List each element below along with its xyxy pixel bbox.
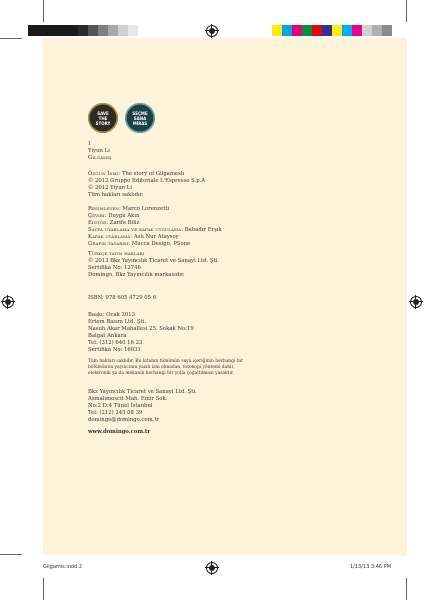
color-swatch bbox=[78, 25, 88, 36]
rights-block bbox=[88, 251, 219, 279]
value: Domingo, Bkz Yayıncılık markasıdır. bbox=[88, 272, 185, 279]
color-swatch bbox=[88, 25, 98, 36]
text-line bbox=[88, 241, 222, 248]
value: © 2012 Yiyun Li bbox=[88, 185, 132, 192]
printing-block bbox=[88, 312, 194, 355]
crop-mark bbox=[43, 578, 44, 600]
label: Sayfa uyarlama ve kapak uygulama: bbox=[88, 227, 184, 234]
text-line: Tel: (312) 640 16 23 bbox=[88, 340, 143, 347]
text-line bbox=[88, 192, 205, 199]
book-info bbox=[88, 141, 112, 162]
text-line: Sertifika No: 16031 bbox=[88, 347, 141, 354]
publisher-address-block bbox=[88, 389, 197, 424]
label: Türkçe yayın hakları bbox=[88, 251, 145, 257]
color-swatch bbox=[282, 25, 292, 36]
value: © 2012 Gruppo Editoriale L'Espresso S.p.A bbox=[88, 178, 206, 185]
value: Mucca Design, PSone bbox=[130, 241, 191, 248]
author-name: Yiyun Li bbox=[88, 148, 110, 155]
color-swatch bbox=[108, 25, 118, 36]
text-line: Balgat Ankara bbox=[88, 333, 127, 340]
color-swatch bbox=[332, 25, 342, 36]
color-swatch bbox=[128, 25, 138, 36]
value: © 2013 Bkz Yayıncılık Ticaret ve Sanayi Ltd. Şti. bbox=[88, 258, 219, 265]
value: Marco Lorenzetti bbox=[120, 206, 170, 212]
text-line bbox=[88, 227, 222, 234]
color-swatch bbox=[48, 25, 58, 36]
text-line: Baskı: Ocak 2013 bbox=[88, 312, 135, 318]
color-swatch bbox=[352, 25, 362, 36]
text-line: Bkz Yayıncılık Ticaret ve Sanayi Ltd. Şti. bbox=[88, 389, 197, 395]
text-line bbox=[88, 265, 219, 272]
color-swatch bbox=[362, 25, 372, 36]
text-line: Tel: (212) 245 08 39 bbox=[88, 410, 143, 417]
credits-block bbox=[88, 206, 222, 249]
original-title-block bbox=[88, 171, 205, 199]
label: Editör: bbox=[88, 220, 109, 227]
text-line bbox=[88, 213, 222, 220]
crop-mark bbox=[43, 0, 44, 22]
color-swatch bbox=[292, 25, 302, 36]
text-line: No:2 D:4 Tünel İstanbul bbox=[88, 403, 153, 410]
registration-mark-top-icon bbox=[206, 25, 218, 37]
text-line: Asmalımescit Mah. Emir Sok. bbox=[88, 396, 168, 403]
file-name: Gilgamis.indd 2 bbox=[43, 564, 83, 570]
text-line: bölümünün yayıncının yazılı izni olmadan, fotokopi yöntemi dahil, bbox=[88, 365, 235, 370]
text-line: elektronik ya da mekanik herhangi bir yolla çoğaltılması yasaktır. bbox=[88, 371, 234, 376]
color-swatch bbox=[98, 25, 108, 36]
publisher-logos bbox=[88, 103, 155, 133]
isbn: ISBN: 978 605 4729 05 6 bbox=[88, 295, 157, 301]
print-date: 1/13/13 3:46 PM bbox=[350, 564, 392, 570]
color-swatch bbox=[312, 25, 322, 36]
registration-mark-right-icon bbox=[410, 296, 422, 308]
value: Bahadır Erşık bbox=[183, 227, 222, 234]
text-line bbox=[88, 258, 219, 265]
text-line bbox=[88, 234, 222, 241]
text-line: Nasuh Akar Mahallesi 25. Sokak No:19 bbox=[88, 326, 194, 333]
label: Özgün İsmi: bbox=[88, 171, 121, 177]
text-line: Ertem Basım Ltd. Şti. bbox=[88, 319, 147, 326]
book-title: Gılgamış bbox=[88, 155, 112, 162]
series-logo: SEÇME SANA MİRAS bbox=[125, 103, 155, 133]
registration-mark-bottom-icon bbox=[206, 562, 218, 574]
value: Duygu Akın bbox=[106, 213, 140, 220]
color-swatch bbox=[58, 25, 68, 36]
text-line: domingo@domingo.com.tr bbox=[88, 417, 159, 424]
color-swatch bbox=[118, 25, 128, 36]
color-swatch bbox=[272, 25, 282, 36]
label: Grafik tasarım: bbox=[88, 241, 131, 248]
color-swatch bbox=[302, 25, 312, 36]
color-swatch bbox=[38, 25, 48, 36]
color-swatch bbox=[322, 25, 332, 36]
text-line bbox=[88, 185, 205, 192]
color-swatch bbox=[372, 25, 382, 36]
crop-mark bbox=[406, 578, 407, 600]
value: Zarife Biliz bbox=[108, 220, 140, 227]
crop-mark bbox=[0, 554, 22, 555]
value: Tüm hakları saklıdır. bbox=[88, 192, 144, 199]
text-line bbox=[88, 272, 219, 279]
label: Resimleyen: bbox=[88, 206, 121, 212]
label: Çeviri: bbox=[88, 213, 107, 220]
color-swatch bbox=[342, 25, 352, 36]
value: Aslı Nur Ataysoy bbox=[132, 234, 179, 241]
registration-mark-left-icon bbox=[2, 296, 14, 308]
text-line bbox=[88, 206, 222, 213]
value: The story of Gilgamesh bbox=[120, 171, 185, 177]
color-swatch bbox=[382, 25, 392, 36]
value: Sertifika No: 12746 bbox=[88, 265, 141, 272]
label: Kapak uyarlama: bbox=[88, 234, 133, 241]
legal-notice bbox=[88, 359, 243, 377]
text-line bbox=[88, 220, 222, 227]
color-swatch bbox=[68, 25, 78, 36]
website-link[interactable]: www.domingo.com.tr bbox=[88, 429, 151, 435]
save-the-story-logo: SAVE THE STORY bbox=[88, 103, 118, 133]
series-number: 1 bbox=[88, 141, 92, 147]
text-line: Tüm hakları saklıdır. Bu kitabın tümünün veya içeriğinin herhangi bir bbox=[88, 359, 244, 364]
color-swatch bbox=[28, 25, 38, 36]
crop-mark bbox=[0, 38, 22, 39]
crop-mark bbox=[406, 0, 407, 22]
